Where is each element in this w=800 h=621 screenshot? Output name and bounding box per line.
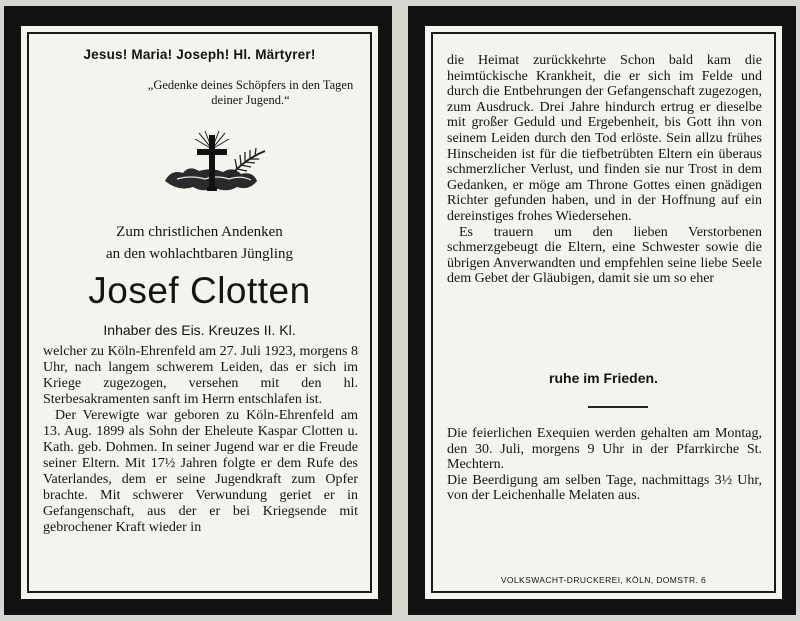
cross-wreath-icon (157, 129, 267, 199)
right-paragraph-1: die Heimat zurückkehrte Schon bald kam die heimtückische Krankheit, die er sich im Felde und durch die Entbehrungen der Gefangenschaft zugezogen, zum Ausdruck. Drei Jahre hindurch ertrug er dieselbe mit großer Geduld und Ergebenheit, bis Gott ihn von seinem Leiden durch den Tod erlöste. Sein allzu frühes Hinscheiden ist für die tiefbetrübten Eltern ein überaus schmerzlicher Verlust, und finden sie nur Trost in dem Gedanken, er möge am Throne Gottes einen gnädigen Richter gefunden haben, und in der Hoffnung auf ein dereinstiges frohes Wiedersehen. (447, 53, 762, 224)
right-paragraph-2: Es trauern um den lieben Verstorbenen schmerzgebeugt die Eltern, eine Schwester sowie die übrigen Anverwandten und empfehlen seine liebe Seele dem Gebet der Gläubigen, damit sie um so eher (447, 224, 762, 287)
printer-imprint: VOLKSWACHT-DRUCKEREI, KÖLN, DOMSTR. 6 (500, 575, 707, 585)
left-paragraph-2: Der Verewigte war geboren zu Köln-Ehrenfeld am 13. Aug. 1899 als Sohn der Eheleute Kaspar Clotten u. Kath. geb. Dohmen. In seiner Jugend war er die Freude seiner Eltern. Mit 17½ Jahren folgte er dem Rufe des Vaterlandes, dem er seine Jugendkraft zum Opfer brachte. Mit schwerer Verwundung geriet er in Gefangenschaft, aus der er bei Kriegsende mit gebrochener Kraft wieder in (43, 408, 358, 535)
closing-phrase: ruhe im Frieden. (549, 370, 658, 386)
funeral-details (447, 426, 762, 504)
right-paragraph-4: Die Beerdigung am selben Tage, nachmittags 3½ Uhr, von der Leichenhalle Melaten aus. (447, 472, 762, 504)
left-card-paper (21, 26, 378, 599)
left-paragraph-1: welcher zu Köln-Ehrenfeld am 27. Juli 1923, morgens 8 Uhr, nach langem schwerem Leiden, das er sich im Kriege zugezogen, versehen mit den hl. Sterbesakramenten sanft im Herrn entschlafen ist. (43, 344, 358, 407)
memorial-intro (29, 221, 370, 265)
memorial-intro-line1: Zum christlichen Andenken (116, 224, 283, 240)
deceased-name: Josef Clotten (88, 270, 311, 311)
deceased-honor: Inhaber des Eis. Kreuzes II. Kl. (103, 322, 296, 338)
left-body-text (43, 344, 358, 536)
left-card (4, 6, 392, 615)
divider-rule (588, 406, 648, 408)
right-card-frame (431, 32, 776, 593)
right-card-paper (425, 26, 782, 599)
bible-quote: „Gedenke deines Schöpfers in den Tagen deiner Jugend.“ (147, 78, 354, 107)
card-heading: Jesus! Maria! Joseph! Hl. Märtyrer! (83, 47, 316, 62)
right-paragraph-3: Die feierlichen Exequien werden gehalten am Montag, den 30. Juli, morgens 9 Uhr in der Pfarrkirche St. Mechtern. (447, 426, 762, 473)
memorial-intro-line2: an den wohlachtbaren Jüngling (105, 246, 294, 262)
left-card-frame (27, 32, 372, 593)
right-card (408, 6, 796, 615)
right-body-text (447, 53, 762, 287)
